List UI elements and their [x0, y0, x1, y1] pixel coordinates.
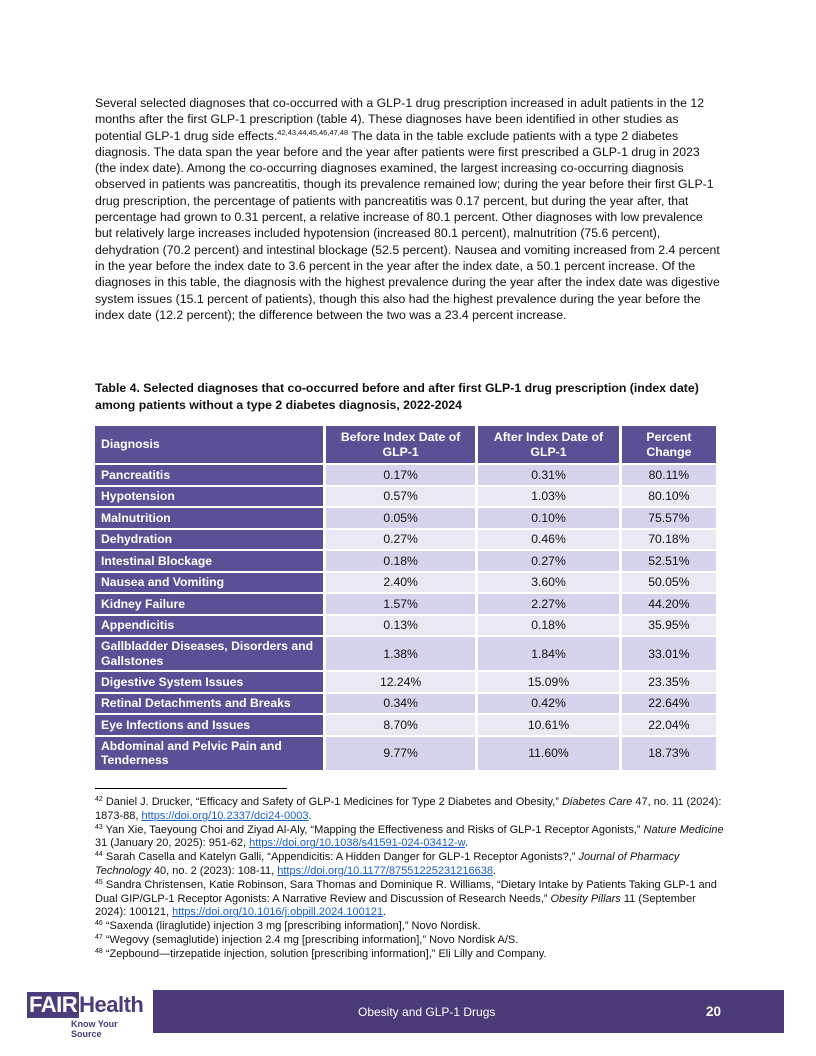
- cell-percent-change: 75.57%: [622, 508, 716, 528]
- footnote-end: .: [383, 906, 387, 919]
- footnote-number: 44: [95, 851, 103, 859]
- footnote: [95, 948, 725, 962]
- cell-before: 1.57%: [326, 594, 475, 614]
- footnote-text: 47, no. 11 (2024): 1873-88,: [95, 796, 722, 822]
- header-percent-change: Percent Change: [622, 426, 716, 463]
- footnote-end: .: [492, 864, 497, 877]
- cell-before: 0.18%: [326, 551, 475, 571]
- footnote-number: 47: [95, 933, 103, 941]
- header-after: After Index Date of GLP-1: [478, 426, 619, 463]
- cell-percent-change: 50.05%: [622, 573, 716, 593]
- footnote-text: Sandra Christensen, Katie Robinson, Sara Thomas and Dominique R. Williams, “Dietary Intake by Patients Taking GLP-1 and Dual GIP/GLP-1 Receptor Agonists: A Narrative Review and Discussion of Research Needs,”: [95, 878, 717, 905]
- cell-before: 0.13%: [326, 616, 475, 636]
- cell-before: 2.40%: [326, 573, 475, 593]
- cell-before: 0.34%: [326, 694, 475, 714]
- footnote: [95, 824, 725, 852]
- body-paragraph: [95, 95, 723, 323]
- cell-percent-change: 22.64%: [622, 694, 716, 714]
- footnote-journal: Nature Medicine: [643, 823, 724, 836]
- footnote: [95, 920, 725, 934]
- page-number: 20: [705, 1004, 721, 1019]
- table-row: [95, 672, 716, 692]
- footnotes: [95, 796, 725, 962]
- cell-after: 1.03%: [478, 487, 619, 507]
- diagnoses-table: [92, 424, 719, 772]
- cell-diagnosis: Retinal Detachments and Breaks: [95, 694, 323, 714]
- cell-percent-change: 22.04%: [622, 715, 716, 735]
- footnote-end: .: [465, 837, 469, 850]
- cell-percent-change: 18.73%: [622, 737, 716, 770]
- footnote-number: 48: [95, 947, 103, 955]
- cell-diagnosis: Eye Infections and Issues: [95, 715, 323, 735]
- footnote: [95, 934, 725, 948]
- footnote-journal: Diabetes Care: [561, 796, 633, 808]
- table-caption: Table 4. Selected diagnoses that co-occurred before and after first GLP-1 drug prescription (index date) among patients without a type 2 diabetes diagnosis, 2022-2024: [95, 381, 699, 412]
- table-row: [95, 508, 716, 528]
- cell-percent-change: 35.95%: [622, 616, 716, 636]
- table-row: [95, 465, 716, 485]
- footnote-number: 45: [95, 878, 103, 886]
- footnote-text: 40, no. 2 (2023): 108-11,: [150, 864, 278, 877]
- cell-before: 0.05%: [326, 508, 475, 528]
- cell-before: 1.38%: [326, 637, 475, 670]
- footnote-link[interactable]: https://doi.org/10.1038/s41591-024-03412-w: [249, 837, 465, 850]
- cell-diagnosis: Hypotension: [95, 487, 323, 507]
- footnote-link[interactable]: https://doi.org/10.1016/j.obpill.2024.100121: [172, 906, 384, 919]
- table-body: [95, 465, 716, 770]
- footnote: [95, 851, 725, 879]
- cell-percent-change: 44.20%: [622, 594, 716, 614]
- footer-title: Obesity and GLP-1 Drugs: [358, 1005, 496, 1019]
- footnote-text: 31 (January 20, 2025): 951-62,: [95, 837, 250, 850]
- cell-after: 15.09%: [478, 672, 619, 692]
- table-row: [95, 694, 716, 714]
- footnote-text: “Wegovy (semaglutide) injection 2.4 mg [prescribing information],” Novo Nordisk A/S.: [105, 933, 519, 946]
- header-before: Before Index Date of GLP-1: [326, 426, 475, 463]
- cell-percent-change: 70.18%: [622, 530, 716, 550]
- cell-before: 0.17%: [326, 465, 475, 485]
- table-row: [95, 573, 716, 593]
- cell-after: 0.31%: [478, 465, 619, 485]
- footnote-link[interactable]: https://doi.org/10.2337/dci24-0003: [141, 809, 309, 822]
- table-row: [95, 616, 716, 636]
- cell-before: 0.57%: [326, 487, 475, 507]
- footnote-text: 11 (September 2024): 100121,: [95, 892, 696, 919]
- cell-after: 2.27%: [478, 594, 619, 614]
- logo-fair: FAIR: [29, 992, 78, 1017]
- footnote-number: 43: [95, 823, 103, 831]
- cell-diagnosis: Intestinal Blockage: [95, 551, 323, 571]
- cell-diagnosis: Pancreatitis: [95, 465, 323, 485]
- footnote-journal: Journal of Pharmacy Technology: [95, 851, 680, 877]
- body-text-part2: The data in the table exclude patients with a type 2 diabetes diagnosis. The data span the year before and the year after patients were first prescribed a GLP-1 drug in 2023 (the index date). Among the co-occurring diagnoses examined, the largest increasing co-occurring diagnosis observed in patients was pancreatitis, though its prevalence remained low; during the year before their first GLP-1 drug prescription, the percentage of patients with pancreatitis was 0.17 percent, but during the year after, that percentage had grown to 0.31 percent, a relative increase of 80.1 percent. Other diagnoses with low prevalence but relatively large increases included hypotension (increased 80.1 percent), malnutrition (75.6 percent), dehydration (70.2 percent) and intestinal blockage (52.5 percent). Nausea and vomiting increased from 2.4 percent in the year before the index date to 3.6 percent in the year after the index date, a 50.1 percent increase. Of the diagnoses in this table, the diagnosis with the highest prevalence during the year after the index date was digestive system issues (15.1 percent of patients), though this also had the highest prevalence during the year before the index date (12.2 percent); the difference between the two was a 23.4 percent increase.: [95, 128, 720, 322]
- cell-after: 0.10%: [478, 508, 619, 528]
- table-row: [95, 530, 716, 550]
- cell-after: 1.84%: [478, 637, 619, 670]
- footnote: [95, 879, 725, 920]
- cell-before: 9.77%: [326, 737, 475, 770]
- cell-before: 0.27%: [326, 530, 475, 550]
- table-row: [95, 594, 716, 614]
- table-row: [95, 551, 716, 571]
- footnote-text: “Saxenda (liraglutide) injection 3 mg [prescribing information],” Novo Nordisk.: [105, 920, 481, 933]
- cell-after: 3.60%: [478, 573, 619, 593]
- cell-diagnosis: Dehydration: [95, 530, 323, 550]
- cell-percent-change: 80.10%: [622, 487, 716, 507]
- cell-percent-change: 33.01%: [622, 637, 716, 670]
- cell-after: 0.46%: [478, 530, 619, 550]
- fair-health-logo: [27, 992, 147, 1038]
- footnote-number: 42: [95, 796, 103, 803]
- cell-percent-change: 52.51%: [622, 551, 716, 571]
- cell-diagnosis: Nausea and Vomiting: [95, 573, 323, 593]
- cell-after: 0.42%: [478, 694, 619, 714]
- cell-before: 12.24%: [326, 672, 475, 692]
- table-row: [95, 487, 716, 507]
- cell-before: 8.70%: [326, 715, 475, 735]
- footnote-text: Daniel J. Drucker, “Efficacy and Safety of GLP-1 Medicines for Type 2 Diabetes and Obesity,”: [105, 796, 562, 808]
- footnote-text: Yan Xie, Taeyoung Choi and Ziyad Al-Aly, “Mapping the Effectiveness and Risks of GLP-1 Receptor Agonists,”: [105, 823, 644, 836]
- cell-diagnosis: Kidney Failure: [95, 594, 323, 614]
- table-row: [95, 737, 716, 770]
- cell-after: 0.18%: [478, 616, 619, 636]
- footnote-text: “Zepbound—tirzepatide injection, solution [prescribing information],” Eli Lilly and Company.: [105, 947, 547, 960]
- header-diagnosis: Diagnosis: [95, 426, 323, 463]
- logo-health: Health: [79, 992, 144, 1017]
- cell-percent-change: 23.35%: [622, 672, 716, 692]
- citation-refs: 42,43,44,45,46,47,48: [277, 127, 349, 137]
- body-text-part1: Several selected diagnoses that co-occurred with a GLP-1 drug prescription increased in adult patients in the 12 months after the first GLP-1 prescription (table 4). These diagnoses have been identified in other studies as potential GLP-1 drug side effects.: [95, 96, 705, 143]
- table-header-row: [95, 426, 716, 463]
- footnote-divider: [95, 788, 287, 789]
- cell-diagnosis: Gallbladder Diseases, Disorders and Gallstones: [95, 637, 323, 670]
- cell-diagnosis: Malnutrition: [95, 508, 323, 528]
- table-row: [95, 637, 716, 670]
- cell-after: 11.60%: [478, 737, 619, 770]
- cell-after: 0.27%: [478, 551, 619, 571]
- footnote-number: 46: [95, 920, 103, 928]
- footnote: [95, 796, 725, 824]
- footnote-end: .: [308, 809, 312, 822]
- footer-bar: [153, 990, 784, 1033]
- cell-diagnosis: Digestive System Issues: [95, 672, 323, 692]
- cell-diagnosis: Appendicitis: [95, 616, 323, 636]
- cell-after: 10.61%: [478, 715, 619, 735]
- footnote-text: Sarah Casella and Katelyn Galli, “Appendicitis: A Hidden Danger for GLP-1 Receptor Agonists?,”: [105, 851, 579, 864]
- table-row: [95, 715, 716, 735]
- footnote-journal: Obesity Pillars: [550, 892, 621, 905]
- logo-wordmark: [27, 992, 147, 1018]
- logo-tagline: Know Your Source: [71, 1019, 118, 1039]
- cell-diagnosis: Abdominal and Pelvic Pain and Tenderness: [95, 737, 323, 770]
- cell-percent-change: 80.11%: [622, 465, 716, 485]
- footnote-link[interactable]: https://doi.org/10.1177/87551225231216638: [277, 864, 493, 877]
